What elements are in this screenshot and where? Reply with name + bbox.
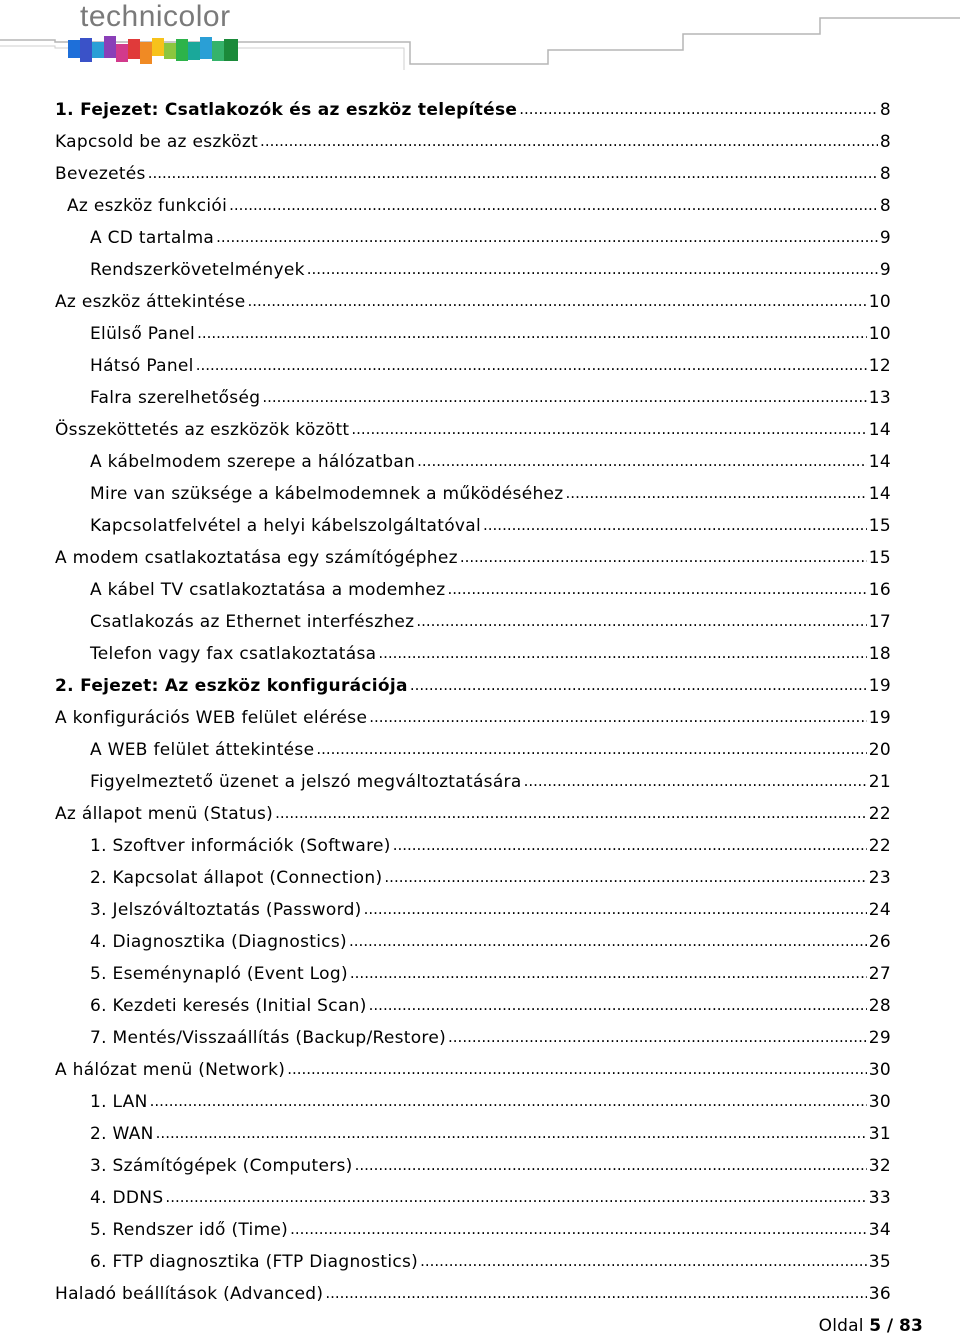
toc-entry-title: A WEB felület áttekintése bbox=[90, 740, 315, 760]
toc-entry-page: 26 bbox=[868, 932, 891, 952]
toc-entry-title: A konfigurációs WEB felület elérése bbox=[55, 708, 368, 728]
toc-entry[interactable] bbox=[55, 1214, 891, 1246]
toc-entry-page: 29 bbox=[868, 1028, 891, 1048]
toc-dot-leader bbox=[369, 998, 867, 1015]
toc-entry-page: 15 bbox=[868, 548, 891, 568]
toc-entry-title: A kábel TV csatlakoztatása a modemhez bbox=[90, 580, 446, 600]
toc-entry[interactable] bbox=[55, 1150, 891, 1182]
toc-entry[interactable] bbox=[55, 670, 891, 702]
toc-entry-title: 4. Diagnosztika (Diagnostics) bbox=[90, 932, 347, 952]
toc-entry[interactable] bbox=[55, 1182, 891, 1214]
toc-dot-leader bbox=[307, 262, 878, 279]
toc-entry-title: Figyelmeztető üzenet a jelszó megváltoztatására bbox=[90, 772, 522, 792]
toc-entry[interactable] bbox=[55, 478, 891, 510]
toc-entry-page: 20 bbox=[868, 740, 891, 760]
toc-entry[interactable] bbox=[55, 1054, 891, 1086]
page-separator: / bbox=[886, 1316, 894, 1336]
toc-entry-page: 8 bbox=[879, 164, 891, 184]
toc-entry[interactable] bbox=[55, 1278, 891, 1310]
toc-entry[interactable] bbox=[55, 542, 891, 574]
toc-entry[interactable] bbox=[55, 958, 891, 990]
toc-entry[interactable] bbox=[55, 510, 891, 542]
toc-dot-leader bbox=[325, 1286, 866, 1303]
toc-entry[interactable] bbox=[55, 414, 891, 446]
toc-dot-leader bbox=[229, 198, 878, 215]
toc-entry[interactable] bbox=[55, 94, 891, 126]
toc-entry-title: 5. Eseménynapló (Event Log) bbox=[90, 964, 348, 984]
toc-entry-page: 32 bbox=[868, 1156, 891, 1176]
toc-entry[interactable] bbox=[55, 926, 891, 958]
toc-entry[interactable] bbox=[55, 702, 891, 734]
toc-dot-leader bbox=[287, 1062, 867, 1079]
toc-entry-title: 1. Szoftver információk (Software) bbox=[90, 836, 391, 856]
toc-dot-leader bbox=[417, 454, 867, 471]
toc-entry[interactable] bbox=[55, 446, 891, 478]
toc-entry-page: 19 bbox=[868, 676, 891, 696]
toc-entry[interactable] bbox=[55, 1022, 891, 1054]
toc-entry[interactable] bbox=[55, 1086, 891, 1118]
toc-entry-title: 2. WAN bbox=[90, 1124, 154, 1144]
toc-entry-page: 15 bbox=[868, 516, 891, 536]
toc-entry-page: 23 bbox=[868, 868, 891, 888]
toc-entry-title: 3. Számítógépek (Computers) bbox=[90, 1156, 353, 1176]
toc-entry-title: Falra szerelhetőség bbox=[90, 388, 261, 408]
toc-entry-title: A modem csatlakoztatása egy számítógéphez bbox=[55, 548, 458, 568]
toc-entry-title: Hátsó Panel bbox=[90, 356, 194, 376]
toc-entry[interactable] bbox=[55, 190, 891, 222]
toc-entry-title: A CD tartalma bbox=[90, 228, 215, 248]
toc-entry-title: 7. Mentés/Visszaállítás (Backup/Restore) bbox=[90, 1028, 447, 1048]
toc-entry[interactable] bbox=[55, 350, 891, 382]
toc-entry-title: Csatlakozás az Ethernet interfészhez bbox=[90, 612, 415, 632]
toc-dot-leader bbox=[349, 934, 867, 951]
toc-dot-leader bbox=[355, 1158, 867, 1175]
toc-entry-title: A hálózat menü (Network) bbox=[55, 1060, 286, 1080]
toc-entry[interactable] bbox=[55, 158, 891, 190]
toc-entry-title: Rendszerkövetelmények bbox=[90, 260, 305, 280]
page-number bbox=[819, 1316, 923, 1336]
toc-entry-page: 10 bbox=[868, 292, 891, 312]
toc-entry-page: 9 bbox=[879, 260, 891, 280]
toc-dot-leader bbox=[384, 870, 866, 887]
toc-entry-title: 6. Kezdeti keresés (Initial Scan) bbox=[90, 996, 367, 1016]
toc-entry-page: 10 bbox=[868, 324, 891, 344]
toc-entry-page: 36 bbox=[868, 1284, 891, 1304]
toc-entry[interactable] bbox=[55, 1118, 891, 1150]
toc-entry[interactable] bbox=[55, 894, 891, 926]
toc-entry[interactable] bbox=[55, 798, 891, 830]
toc-dot-leader bbox=[460, 550, 867, 567]
toc-entry-title: A kábelmodem szerepe a hálózatban bbox=[90, 452, 416, 472]
toc-entry-title: Az eszköz funkciói bbox=[67, 196, 228, 216]
toc-dot-leader bbox=[364, 902, 867, 919]
toc-dot-leader bbox=[216, 230, 878, 247]
toc-dot-leader bbox=[148, 166, 878, 183]
toc-entry-title: Elülső Panel bbox=[90, 324, 196, 344]
toc-entry-title: 5. Rendszer idő (Time) bbox=[90, 1220, 289, 1240]
toc-dot-leader bbox=[350, 966, 867, 983]
table-of-contents bbox=[55, 94, 891, 1310]
toc-entry-page: 28 bbox=[868, 996, 891, 1016]
toc-entry-page: 9 bbox=[879, 228, 891, 248]
toc-dot-leader bbox=[197, 326, 867, 343]
toc-dot-leader bbox=[378, 646, 866, 663]
toc-entry[interactable] bbox=[55, 734, 891, 766]
toc-entry-title: Az eszköz áttekintése bbox=[55, 292, 246, 312]
toc-entry-page: 24 bbox=[868, 900, 891, 920]
toc-entry-title: 2. Fejezet: Az eszköz konfigurációja bbox=[55, 676, 408, 696]
toc-entry-page: 8 bbox=[879, 132, 891, 152]
toc-entry-title: 2. Kapcsolat állapot (Connection) bbox=[90, 868, 383, 888]
toc-dot-leader bbox=[519, 102, 878, 119]
toc-entry-title: Kapcsold be az eszközt bbox=[55, 132, 259, 152]
toc-entry-page: 27 bbox=[868, 964, 891, 984]
toc-entry[interactable] bbox=[55, 862, 891, 894]
toc-entry-page: 19 bbox=[868, 708, 891, 728]
toc-entry-title: 1. Fejezet: Csatlakozók és az eszköz telepítése bbox=[55, 100, 518, 120]
toc-entry[interactable] bbox=[55, 222, 891, 254]
toc-entry[interactable] bbox=[55, 318, 891, 350]
current-page: 5 bbox=[869, 1316, 882, 1336]
toc-dot-leader bbox=[247, 294, 866, 311]
toc-entry-page: 34 bbox=[868, 1220, 891, 1240]
toc-entry[interactable] bbox=[55, 126, 891, 158]
toc-entry-title: 6. FTP diagnosztika (FTP Diagnostics) bbox=[90, 1252, 419, 1272]
toc-dot-leader bbox=[150, 1094, 867, 1111]
toc-dot-leader bbox=[410, 678, 867, 695]
toc-entry-title: Mire van szüksége a kábelmodemnek a működéséhez bbox=[90, 484, 564, 504]
toc-entry-page: 30 bbox=[868, 1060, 891, 1080]
toc-entry[interactable] bbox=[55, 574, 891, 606]
toc-dot-leader bbox=[156, 1126, 867, 1143]
toc-dot-leader bbox=[524, 774, 867, 791]
toc-dot-leader bbox=[369, 710, 867, 727]
toc-entry-title: 3. Jelszóváltoztatás (Password) bbox=[90, 900, 362, 920]
toc-dot-leader bbox=[416, 614, 866, 631]
toc-entry-page: 30 bbox=[868, 1092, 891, 1112]
toc-entry-page: 8 bbox=[879, 100, 891, 120]
toc-dot-leader bbox=[420, 1254, 867, 1271]
toc-entry[interactable] bbox=[55, 606, 891, 638]
toc-entry[interactable] bbox=[55, 990, 891, 1022]
page-label: Oldal bbox=[818, 1316, 864, 1336]
toc-entry-page: 22 bbox=[868, 836, 891, 856]
toc-dot-leader bbox=[447, 582, 866, 599]
toc-dot-leader bbox=[316, 742, 866, 759]
technicolor-logo-bar bbox=[68, 36, 240, 66]
toc-dot-leader bbox=[262, 390, 866, 407]
toc-entry-title: Az állapot menü (Status) bbox=[55, 804, 274, 824]
toc-dot-leader bbox=[165, 1190, 866, 1207]
toc-entry-page: 14 bbox=[868, 452, 891, 472]
toc-entry-page: 14 bbox=[868, 484, 891, 504]
toc-entry[interactable] bbox=[55, 382, 891, 414]
toc-entry[interactable] bbox=[55, 766, 891, 798]
toc-entry-title: Telefon vagy fax csatlakoztatása bbox=[90, 644, 377, 664]
toc-entry-page: 16 bbox=[868, 580, 891, 600]
total-pages: 83 bbox=[898, 1316, 923, 1336]
toc-dot-leader bbox=[290, 1222, 867, 1239]
toc-entry-page: 8 bbox=[879, 196, 891, 216]
toc-entry[interactable] bbox=[55, 286, 891, 318]
toc-entry-page: 14 bbox=[868, 420, 891, 440]
toc-entry[interactable] bbox=[55, 254, 891, 286]
toc-dot-leader bbox=[448, 1030, 867, 1047]
toc-entry-title: Haladó beállítások (Advanced) bbox=[55, 1284, 324, 1304]
toc-entry-page: 21 bbox=[868, 772, 891, 792]
toc-entry-page: 31 bbox=[868, 1124, 891, 1144]
toc-dot-leader bbox=[566, 486, 867, 503]
toc-entry-page: 33 bbox=[868, 1188, 891, 1208]
toc-entry-title: Kapcsolatfelvétel a helyi kábelszolgáltatóval bbox=[90, 516, 481, 536]
toc-entry-page: 13 bbox=[868, 388, 891, 408]
toc-dot-leader bbox=[483, 518, 867, 535]
toc-entry-page: 22 bbox=[868, 804, 891, 824]
toc-dot-leader bbox=[275, 806, 867, 823]
toc-entry-title: 1. LAN bbox=[90, 1092, 148, 1112]
toc-entry[interactable] bbox=[55, 638, 891, 670]
toc-dot-leader bbox=[351, 422, 866, 439]
toc-entry-page: 35 bbox=[868, 1252, 891, 1272]
toc-entry-title: 4. DDNS bbox=[90, 1188, 164, 1208]
toc-dot-leader bbox=[260, 134, 878, 151]
toc-dot-leader bbox=[196, 358, 867, 375]
technicolor-logo: technicolor bbox=[80, 0, 231, 33]
toc-entry-title: Összeköttetés az eszközök között bbox=[55, 420, 350, 440]
toc-entry-title: Bevezetés bbox=[55, 164, 146, 184]
toc-entry[interactable] bbox=[55, 1246, 891, 1278]
toc-entry-page: 12 bbox=[868, 356, 891, 376]
toc-dot-leader bbox=[393, 838, 867, 855]
toc-entry-page: 18 bbox=[868, 644, 891, 664]
toc-entry-page: 17 bbox=[868, 612, 891, 632]
toc-entry[interactable] bbox=[55, 830, 891, 862]
